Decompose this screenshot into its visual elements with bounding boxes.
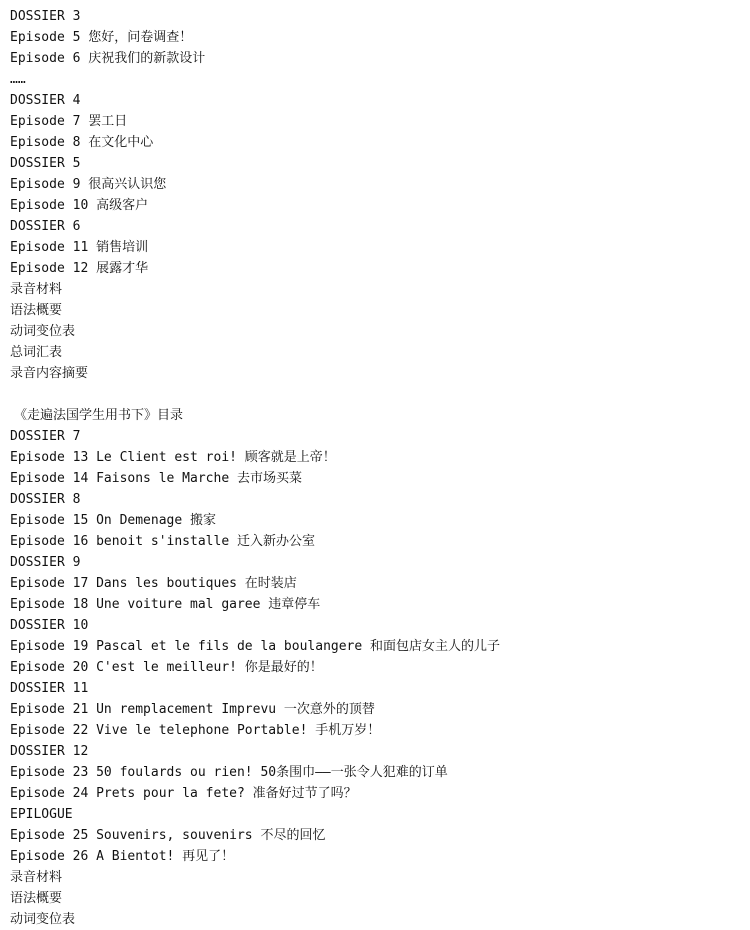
list-item: Episode 23 50 foulards ou rien! 50条围巾——一张令人犯难的订单	[10, 765, 448, 780]
list-item: Episode 14 Faisons le Marche 去市场买菜	[10, 471, 302, 486]
list-item: Episode 26 A Bientot! 再见了！	[10, 849, 235, 864]
list-item: 动词变位表	[10, 912, 76, 927]
list-item: Episode 11 销售培训	[10, 240, 149, 255]
list-item: Episode 13 Le Client est roi! 顾客就是上帝！	[10, 450, 336, 465]
list-item: DOSSIER 3	[10, 9, 81, 24]
list-item: 语法概要	[10, 891, 63, 906]
list-item: Episode 25 Souvenirs, souvenirs 不尽的回忆	[10, 828, 326, 843]
list-item: DOSSIER 11	[10, 681, 89, 696]
list-item: Episode 7 罢工日	[10, 114, 128, 129]
list-item: Episode 6 庆祝我们的新款设计	[10, 51, 206, 66]
contents-part-1	[10, 6, 740, 384]
spacer	[10, 384, 740, 405]
list-item: 语法概要	[10, 303, 63, 318]
list-item: DOSSIER 8	[10, 492, 81, 507]
list-item: Episode 20 C'est le meilleur! 你是最好的！	[10, 660, 323, 675]
contents-part-2	[10, 426, 740, 930]
list-item: Episode 24 Prets pour la fete? 准备好过节了吗？	[10, 786, 357, 801]
list-item: ……	[10, 72, 26, 87]
list-item: Episode 8 在文化中心	[10, 135, 154, 150]
list-item: DOSSIER 5	[10, 156, 81, 171]
list-item: 录音内容摘要	[10, 366, 89, 381]
table-of-contents	[10, 6, 740, 930]
list-item: 总词汇表	[10, 345, 63, 360]
list-item: 录音材料	[10, 282, 63, 297]
list-item: DOSSIER 9	[10, 555, 81, 570]
list-item: Episode 12 展露才华	[10, 261, 149, 276]
list-item: Episode 22 Vive le telephone Portable! 手机万岁！	[10, 723, 381, 738]
list-item: Episode 19 Pascal et le fils de la boulangere 和面包店女主人的儿子	[10, 639, 501, 654]
list-item: Episode 21 Un remplacement Imprevu 一次意外的顶替	[10, 702, 375, 717]
list-item: DOSSIER 7	[10, 429, 81, 444]
list-item: Episode 18 Une voiture mal garee 违章停车	[10, 597, 321, 612]
list-item: DOSSIER 4	[10, 93, 81, 108]
list-item: Episode 9 很高兴认识您	[10, 177, 167, 192]
section-title: 《走遍法国学生用书下》目录	[14, 408, 184, 423]
list-item: EPILOGUE	[10, 807, 73, 822]
list-item: DOSSIER 12	[10, 744, 89, 759]
list-item: Episode 15 On Demenage 搬家	[10, 513, 217, 528]
list-item: Episode 17 Dans les boutiques 在时装店	[10, 576, 297, 591]
list-item: Episode 10 高级客户	[10, 198, 149, 213]
list-item: Episode 16 benoit s'installe 迁入新办公室	[10, 534, 315, 549]
list-item: 录音材料	[10, 870, 63, 885]
list-item: DOSSIER 10	[10, 618, 89, 633]
list-item: 动词变位表	[10, 324, 76, 339]
list-item: DOSSIER 6	[10, 219, 81, 234]
list-item: Episode 5 您好，问卷调查！	[10, 30, 193, 45]
